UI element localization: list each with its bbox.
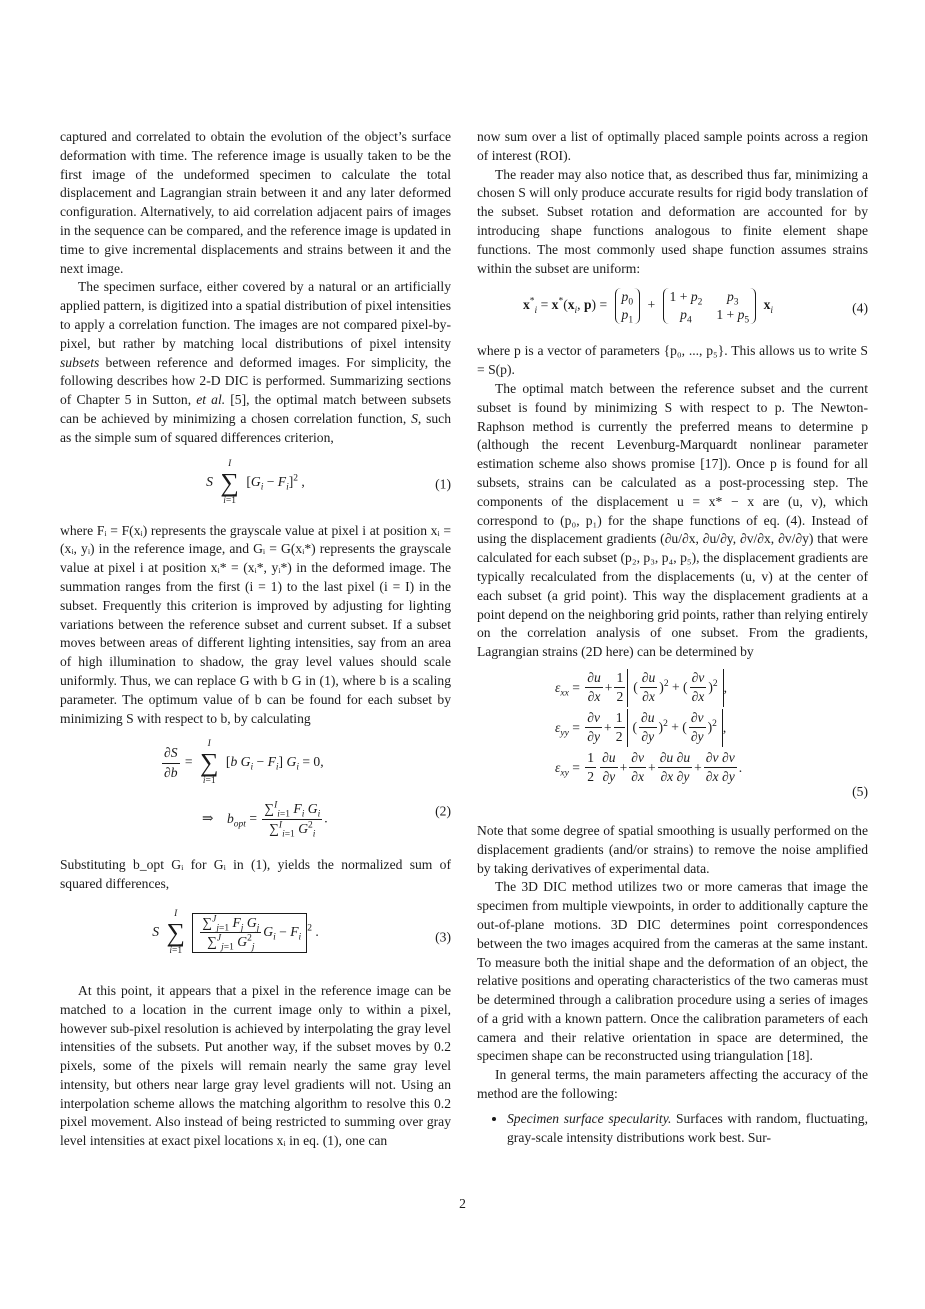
paragraph: where Fᵢ = F(xᵢ) represents the grayscale value at pixel i at position xᵢ = (xᵢ, yᵢ) in the reference image, and Gᵢ = G(xᵢ*) represents the grayscale value at pixel i at position xᵢ* = (xᵢ*, yᵢ*) in the deformed image. The summation ranges from the first (i = 1) to the last pixel (i = I) in the subset. Frequently this criterion is improved by adjusting for lighting variations between the reference subset and current subset. If a subset moves between areas of different lighting intensities, say from an area of high illumination to shadow, the gray level values should scale uniformly. Thus, we can replace G with b G in (1), where b is a scaling parameter. The optimum value of b can be found for each subset by minimizing S with respect to b, by calculating	[60, 522, 451, 726]
equation-1: S I ∑ i=1 $[G_i - F_i]^2$ , (1)	[206, 458, 451, 506]
equation-number: (5)	[852, 784, 868, 800]
equation-3: S I ∑ i=1 $\frac{\sum^J_{j=1} F_j G_j}{\sum^J_{j=1} G^2_j}$ $G_i - F_i^2$ . (3)	[152, 908, 451, 956]
equation-number: (4)	[852, 300, 868, 316]
paragraph: now sum over a list of optimally placed sample points across a region of interest (ROI).	[477, 129, 868, 163]
bullet-list	[477, 1110, 868, 1148]
equation-2: $\frac{\partial S}{\partial b}$ = I ∑ i=1 [b $G_i - F_i$] $G_i = 0$, ⇒ $b_{opt}$ = $\frac{\sum^I_{i=1} F_i G_i}{\sum^I_{i=1} G^2_i}$ . (2)	[164, 739, 451, 840]
paragraph: captured and correlated to obtain the evolution of the object’s surface deformation with time. The reference image is usually taken to be the first image of the undeformed specimen to calculate the total displacement and Lagrangian strain between it and any later deformed configuration. Alternatively, to aid correlation adjacent pairs of images in the sequence can be compared, and the reference image is updated in time to give incremental displacements and strains between it and the next image.	[60, 129, 451, 276]
paragraph: The optimal match between the reference subset and the current subset is found by minimizing S with respect to p. The Newton-Raphson method is currently the preferred means to determine p (although the recent Levenburg-Marquardt nonlinear parameter estimation scheme also shows promise [17]). Once p is found for all subsets, strains can be calculated as a post-processing step. The components of the displacement u = x* − x are (u, v), which correspond to (p₀, p₁) for the shape functions of eq. (4). Instead of using the displacement gradients (∂u/∂x, ∂u/∂y, ∂v/∂x, ∂v/∂y) that were calculated for each subset (p₂, p₃, p₄, p₅), the displacement gradients are typically recalculated from the displacements (u, v) at the center of each subset (a grid point). This way the displacement gradients at a point depend on the neighboring grid points, rather than relying entirely on the correlation analysis of one subset. From the gradients, Lagrangian strains (2D here) can be determined by	[477, 380, 868, 660]
paragraph: At this point, it appears that a pixel in the reference image can be matched to a location in the current image only to within a pixel, however sub-pixel resolution is achieved by interpolating the gray level intensities of the subsets. Put another way, if the subset moves by 0.2 pixels, some of the pixels will remain nearly the same gray level intensity, but others near large gray level gradients will not. Using an interpolation scheme allows the matching algorithm to resolve this 0.2 pixel movement. Also instead of being restricted to summing over gray level intensities at exact pixel locations xᵢ in eq. (1), one can	[60, 982, 451, 1149]
paragraph: The specimen surface, either covered by a natural or an artificially applied pattern, is digitized into a spatial distribution of pixel intensities to apply a correlation function. The images are not compared pixel-by-pixel, but rather by matching local distributions of pixel intensity subsets between reference and deformed images. For simplicity, the following describes how 2-D DIC is performed. Summarizing sections of Chapter 5 in Sutton, et al. [5], the optimal match between subsets can be achieved by minimizing a chosen correlation function, S, such as the simple sum of squared differences criterion,	[60, 279, 452, 445]
equation-number: (2)	[435, 803, 451, 819]
equation-number: (3)	[435, 929, 451, 945]
paragraph: Note that some degree of spatial smoothing is usually performed on the displacement gradients (and/or strains) to remove the noise amplified by taking derivatives of experimental data.	[477, 822, 868, 876]
page-number: 2	[459, 1196, 466, 1211]
paragraph: In general terms, the main parameters affecting the accuracy of the method are the following:	[477, 1067, 868, 1102]
right-column	[477, 128, 868, 1147]
equation-number: (1)	[435, 476, 451, 492]
list-item: • Specimen surface specularity. Surfaces with random, fluctuating, gray-scale intensity distributions work best. Sur-	[507, 1110, 868, 1148]
equation-5: $\varepsilon_{xx}$ = $\frac{\partial u}{\partial x}$ + $\frac{1}{2}$ ( $\frac{\partial u}{\partial x}$ )$^2$ + ( $\frac{\partial v}{\partial x}$ )$^2$ , $\varepsilon_{yy}$ = $\frac{\partial v}{\partial y}$ + $\frac{1}{2}$ ( $\frac{\partial u}{\partial y}$ )$^2$ + ( $\frac{\partial v}{\partial y}$ )$^2$ , $\varepsilon_{xy}$ = $\frac{1}{2}$ $\frac{\partial u}{\partial y}$ + $\frac{\partial v}{\partial x}$ + $\frac{\partial u \partial u}{\partial x \partial y}$ + $\frac{\partial v \partial v}{\partial x \partial y}$ . (5)	[477, 668, 868, 814]
paragraph: The 3D DIC method utilizes two or more cameras that image the specimen from multiple viewpoints, in order to additionally capture the out-of-plane motions. 3D DIC determines point correspondences between the two images acquired from the cameras at the same instant. To measure both the initial shape and the deformation of an object, the relative positions and operating characteristics of the two cameras must be determined through a calibration procedure using a series of images of a grid with a known pattern. Once the calibration parameters of each camera and their relative orientation in space are determined, the specimen shape can be reconstructed using triangulation [18].	[477, 879, 868, 1064]
paragraph: The reader may also notice that, as described thus far, minimizing a chosen S will only produce accurate results for rigid body translation of the subset. Subset rotation and deformation are accounted for by introducing shape functions analogous to finite element shape functions. The most commonly used shape function assumes strains within the subset are uniform:	[477, 166, 868, 276]
paragraph: Substituting b_opt Gᵢ for Gᵢ in (1), yields the normalized sum of squared differences,	[60, 857, 451, 892]
left-column	[60, 128, 451, 1151]
paragraph: where p is a vector of parameters {p₀, ..., p₅}. This allows us to write S = S(p).	[477, 343, 868, 378]
equation-4: $x^*_i = x^*(x_i$, $p) = p_0$ $p_1$ + $1 + p_2$ $p_3$ $p_4$ $1 + p_5$ $x_i$ (4)	[523, 289, 868, 327]
